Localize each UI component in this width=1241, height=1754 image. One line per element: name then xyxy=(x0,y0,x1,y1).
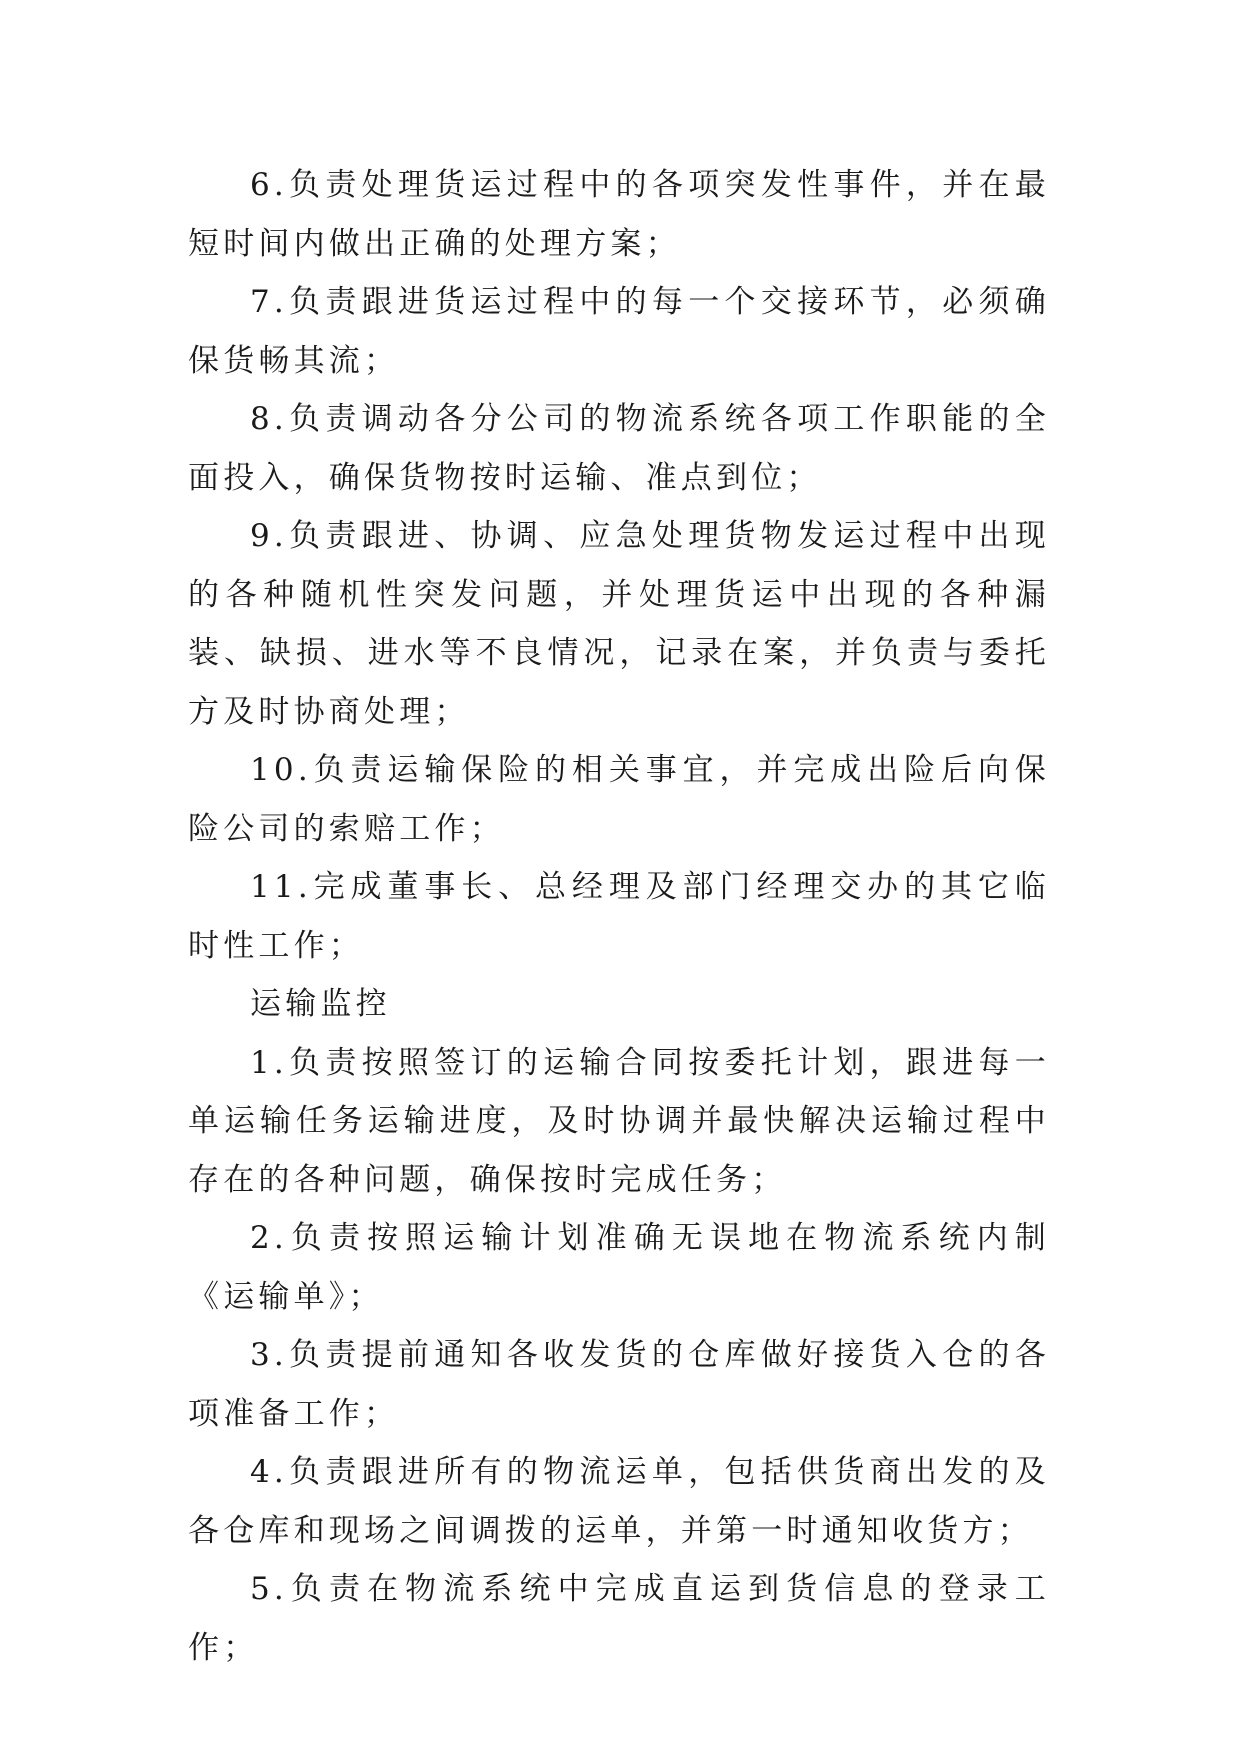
paragraph-item-1: 1.负责按照签订的运输合同按委托计划，跟进每一单运输任务运输进度，及时协调并最快解决运输过程中存在的各种问题，确保按时完成任务； xyxy=(188,1044,1050,1198)
paragraph-item-6: 6.负责处理货运过程中的各项突发性事件，并在最短时间内做出正确的处理方案； xyxy=(188,167,1050,262)
paragraph-item-11: 11.完成董事长、总经理及部门经理交办的其它临时性工作； xyxy=(188,869,1050,964)
section-heading: 运输监控 xyxy=(250,986,391,1022)
paragraph-item-8: 8.负责调动各分公司的物流系统各项工作职能的全面投入，确保货物按时运输、准点到位； xyxy=(188,401,1050,496)
paragraph-item-3: 3.负责提前通知各收发货的仓库做好接货入仓的各项准备工作； xyxy=(188,1337,1050,1432)
paragraph-item-10: 10.负责运输保险的相关事宜，并完成出险后向保险公司的索赔工作； xyxy=(188,752,1050,847)
paragraph-item-5: 5.负责在物流系统中完成直运到货信息的登录工作； xyxy=(188,1571,1050,1666)
paragraph-item-4: 4.负责跟进所有的物流运单，包括供货商出发的及各仓库和现场之间调拨的运单，并第一时通知收货方； xyxy=(188,1454,1050,1549)
document-body xyxy=(188,156,1050,1677)
paragraph-item-7: 7.负责跟进货运过程中的每一个交接环节，必须确保货畅其流； xyxy=(188,284,1050,379)
paragraph-item-2: 2.负责按照运输计划准确无误地在物流系统内制《运输单》； xyxy=(188,1220,1050,1315)
paragraph-item-9: 9.负责跟进、协调、应急处理货物发运过程中出现的各种随机性突发问题，并处理货运中出现的各种漏装、缺损、进水等不良情况，记录在案，并负责与委托方及时协商处理； xyxy=(188,518,1050,730)
